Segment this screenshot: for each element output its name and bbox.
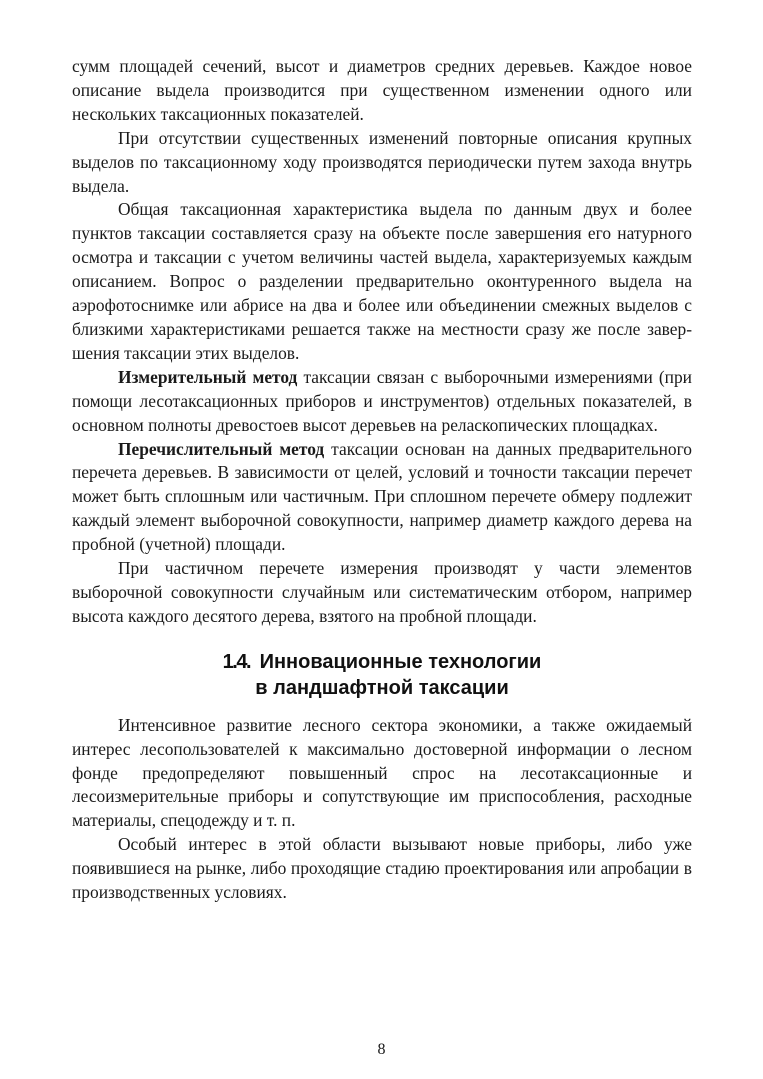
page-body — [72, 55, 692, 905]
section-title-line2: в ландшафтной таксации — [255, 676, 509, 699]
paragraph-text: При отсутствии существенных изменений повторные описания крупных выделов по таксационному ходу производятся периодически путем захода внутрь выдела. — [72, 127, 692, 196]
paragraph-text: таксации основан на данных предварительного перечета деревьев. В зависимости от целей, условий и точности таксации перечет может быть сплошным или частичным. При сплошном перечете обмеру подлежит каждый элемент выборочной совокупности, например диаметр каждого дерева на пробной (учетной) площади. — [72, 438, 692, 555]
term-bold: Перечислительный метод — [118, 438, 325, 459]
paragraph-measuring-method — [72, 366, 692, 438]
section-number: 1.4. — [222, 650, 250, 673]
paragraph — [72, 55, 692, 127]
paragraph-text: Общая таксационная характеристика выдела по данным двух и более пунктов таксации составляется сразу на объекте после завершения его натурного осмотра и таксации с учетом величины частей выдела, характеризуемых каждым описанием. Вопрос о разделении предварительно оконтуренного выдела на аэрофотоснимке или абрисе на два и более или объединении смежных выделов с близкими характеристиками решается также на местности сразу же после завершения таксации этих выделов. — [72, 199, 692, 363]
paragraph-enumerative-method — [72, 438, 692, 558]
section-heading — [72, 649, 692, 701]
page-number: 8 — [377, 1041, 386, 1058]
paragraph — [72, 127, 692, 199]
paragraph — [72, 557, 692, 629]
section-title-line1: Инновационные технологии — [259, 650, 542, 673]
paragraph-text: Особый интерес в этой области вызывают новые приборы, либо уже появившиеся на рынке, либо проходящие стадию проектирования или апробации в производственных условиях. — [72, 834, 692, 903]
paragraph-text: Интенсивное развитие лесного сектора экономики, а также ожидаемый интерес лесопользователей к максимально достоверной информации о лесном фонде предопределяют повышенный спрос на лесотаксационные и лесоизмерительные приборы и сопутствующие им приспособления, расходные материалы, спецодежду и т. п. — [72, 714, 692, 831]
term-bold: Измерительный метод — [118, 366, 298, 387]
paragraph — [72, 198, 692, 365]
text-block-before — [72, 55, 692, 629]
paragraph-text: сумм площадей сечений, высот и диаметров средних деревьев. Каждое новое описание выдела производится при существенном изменении одного или нескольких таксационных показателей. — [72, 56, 692, 124]
paragraph — [72, 714, 692, 834]
text-block-after — [72, 714, 692, 905]
paragraph-text: При частичном перечете измерения производят у части элементов выборочной совокупности случайным или систематическим отбором, например высота каждого десятого дерева, взятого на пробной площади. — [72, 558, 692, 626]
paragraph — [72, 833, 692, 905]
paragraph-text: таксации связан с выборочными измерениями (при помощи лесотаксационных приборов и инструментов) отдельных показателей, в основном полноты древостоев высот деревьев на реласкопических площадках. — [72, 366, 692, 435]
